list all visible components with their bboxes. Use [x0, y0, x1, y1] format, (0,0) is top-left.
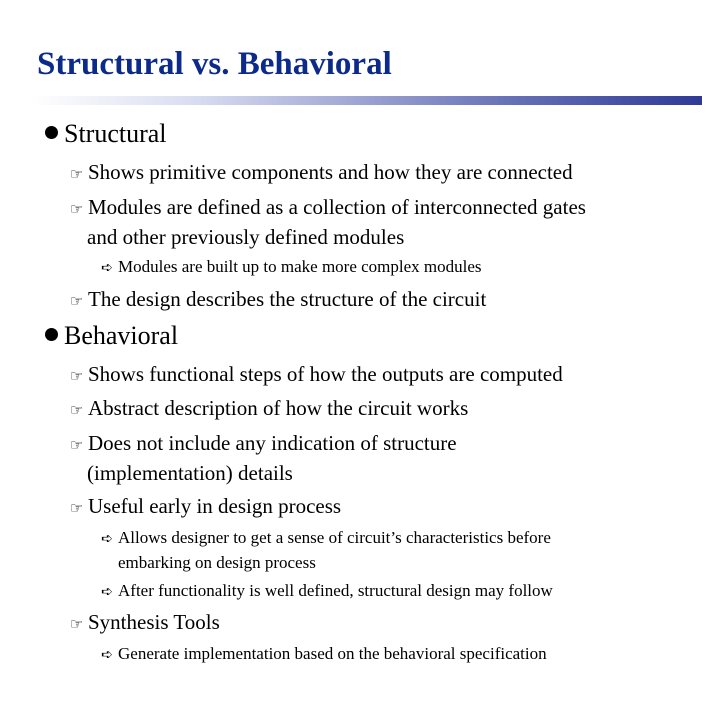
behavioral-item-1: ☞ Shows functional steps of how the outputs are computed	[70, 360, 690, 390]
structural-item-1: ☞ Shows primitive components and how they are connected	[70, 158, 690, 188]
arrow-icon: ➪	[101, 647, 113, 663]
arrow-icon: ➪	[101, 584, 113, 600]
behavioral-subitem-1: ➪ Allows designer to get a sense of circuit’s characteristics before embarking on design process	[101, 528, 551, 572]
structural-subitem-1: ➪ Modules are built up to make more complex modules	[101, 255, 661, 280]
structural-item-3: ☞ The design describes the structure of the circuit	[70, 285, 690, 315]
behavioral-item-4: ☞ Useful early in design process	[70, 492, 690, 522]
bullet-behavioral	[45, 321, 178, 351]
heading-structural: Structural	[64, 119, 167, 148]
behavioral-item-5: ☞ Synthesis Tools	[70, 608, 690, 638]
pointing-hand-icon: ☞	[70, 401, 84, 419]
heading-behavioral: Behavioral	[64, 321, 179, 350]
arrow-icon: ➪	[101, 260, 113, 276]
pointing-hand-icon: ☞	[70, 367, 84, 385]
title-underline	[30, 96, 702, 105]
behavioral-subitem-2: ➪ After functionality is well defined, structural design may follow	[101, 579, 661, 604]
behavioral-item-2: ☞ Abstract description of how the circuit works	[70, 394, 690, 424]
round-bullet-icon	[45, 328, 58, 341]
pointing-hand-icon: ☞	[70, 292, 84, 310]
behavioral-item-3: ☞ Does not include any indication of structure (implementation) details	[70, 431, 457, 485]
slide-title: Structural vs. Behavioral	[37, 46, 392, 82]
structural-item-2: ☞ Modules are defined as a collection of interconnected gates and other previously defined modules	[70, 195, 586, 249]
round-bullet-icon	[45, 126, 58, 139]
bullet-structural	[45, 119, 167, 149]
pointing-hand-icon: ☞	[70, 615, 84, 633]
behavioral-subitem-3: ➪ Generate implementation based on the behavioral specification	[101, 642, 661, 667]
pointing-hand-icon: ☞	[70, 499, 84, 517]
pointing-hand-icon: ☞	[70, 436, 84, 454]
arrow-icon: ➪	[101, 531, 113, 547]
pointing-hand-icon: ☞	[70, 200, 84, 218]
pointing-hand-icon: ☞	[70, 165, 84, 183]
